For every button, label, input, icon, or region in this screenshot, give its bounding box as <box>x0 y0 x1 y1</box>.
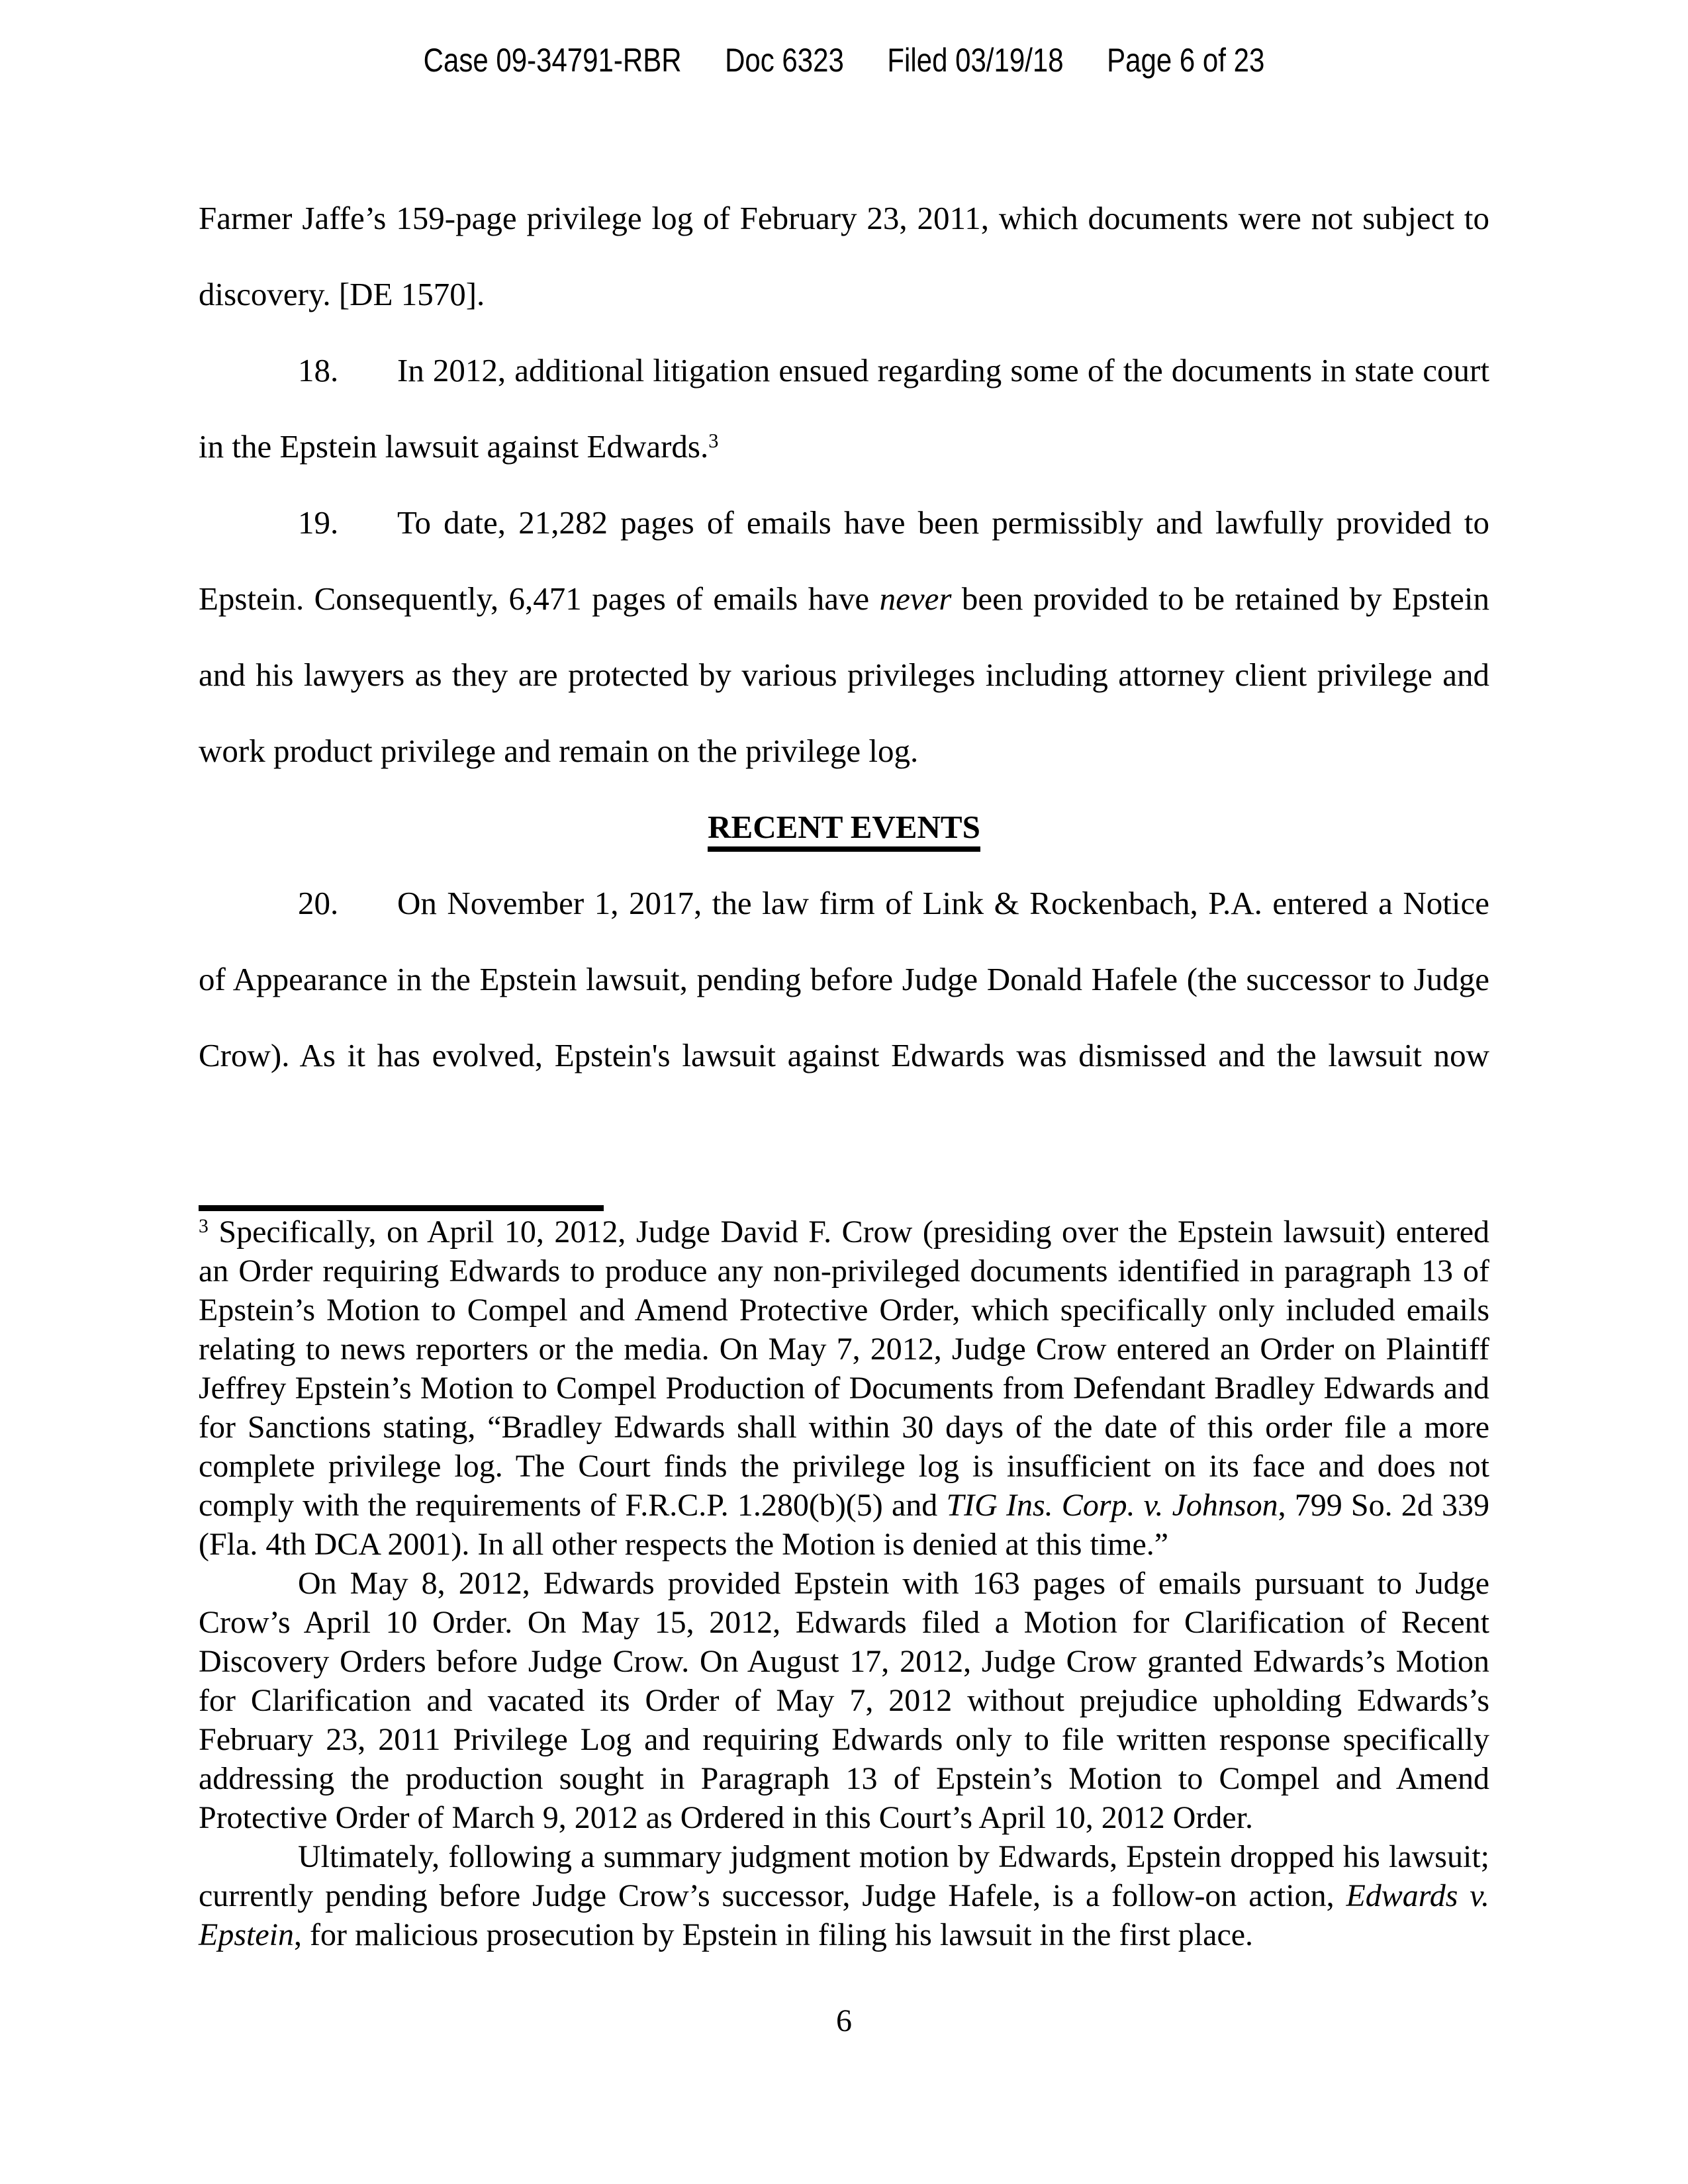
paragraph-text: On November 1, 2017, the law firm of Link & Rockenbach, P.A. entered a Notice of Appearance in the Epstein lawsuit, pending before Judge Donald Hafele (the successor to Judge Crow). As it has evolved, Epstein's lawsuit against Edwards was dismissed and the lawsuit now <box>199 885 1489 1073</box>
paragraph-text: Farmer Jaffe’s 159-page privilege log of February 23, 2011, which documents were not subject to discovery. [DE 1570]. <box>199 200 1489 312</box>
paragraph-number: 18. <box>298 352 339 388</box>
case-number: Case 09-34791-RBR <box>423 42 682 79</box>
paragraph-number: 20. <box>298 885 339 921</box>
footnote-reference-3: 3 <box>708 429 719 452</box>
case-citation-italic: Edwards v. Epstein <box>199 1878 1490 1952</box>
footnote-text: , 799 So. 2d 339 (Fla. 4th DCA 2001). In all other respects the Motion is denied at this time.” <box>199 1488 1489 1562</box>
paragraph-text: To date, 21,282 pages of emails have been permissibly and lawfully provided to Epstein. Consequently, 6,471 pages of emails have <box>199 504 1489 617</box>
paragraph-text: been provided to be retained by Epstein and his lawyers as they are protected by various privileges including attorney client privilege and work product privilege and remain on the privilege log. <box>199 580 1490 769</box>
footnote-paragraph-2 <box>199 1564 1489 1837</box>
paragraph-18 <box>199 332 1489 484</box>
case-citation-italic: TIG Ins. Corp. v. Johnson <box>946 1488 1278 1523</box>
section-heading <box>199 789 1489 865</box>
footnote-text: Ultimately, following a summary judgment motion by Edwards, Epstein dropped his lawsuit; currently pending before Judge Crow’s successor, Judge Hafele, is a follow-on action, <box>199 1839 1489 1913</box>
doc-number: Doc 6323 <box>725 42 844 79</box>
filed-date: Filed 03/19/18 <box>887 42 1064 79</box>
paragraph-17-continuation <box>199 180 1489 332</box>
section-heading-text: RECENT EVENTS <box>708 809 980 852</box>
italic-word: never <box>879 580 952 617</box>
paragraph-19 <box>199 484 1489 789</box>
page-number: 6 <box>836 2003 852 2038</box>
footnote-marker: 3 <box>199 1215 209 1238</box>
case-stamp-header <box>135 41 1553 79</box>
footnote-text: , for malicious prosecution by Epstein in filing his lawsuit in the first place. <box>293 1917 1254 1952</box>
footnote-paragraph-1 <box>199 1212 1489 1564</box>
footnote-separator <box>199 1205 604 1211</box>
document-body <box>199 180 1489 1093</box>
paragraph-20 <box>199 865 1489 1093</box>
paragraph-text: In 2012, additional litigation ensued regarding some of the documents in state court in the Epstein lawsuit against Edwards. <box>199 352 1489 465</box>
footnote-text: On May 8, 2012, Edwards provided Epstein with 163 pages of emails pursuant to Judge Crow’s April 10 Order. On May 15, 2012, Edwards filed a Motion for Clarification of Recent Discovery Orders before Judge Crow. On August 17, 2012, Judge Crow granted Edwards’s Motion for Clarification and vacated its Order of May 7, 2012 without prejudice upholding Edwards’s February 23, 2011 Privilege Log and requiring Edwards only to file written response specifically addressing the production sought in Paragraph 13 of Epstein’s Motion to Compel and Amend Protective Order of March 9, 2012 as Ordered in this Court’s April 10, 2012 Order. <box>199 1566 1489 1835</box>
footnote-3 <box>199 1212 1489 1954</box>
footnote-paragraph-3 <box>199 1837 1489 1954</box>
footnote-text: Specifically, on April 10, 2012, Judge David F. Crow (presiding over the Epstein lawsuit) entered an Order requiring Edwards to produce any non-privileged documents identified in paragraph 13 of Epstein’s Motion to Compel and Amend Protective Order, which specifically only included emails relating to news reporters or the media. On May 7, 2012, Judge Crow entered an Order on Plaintiff Jeffrey Epstein’s Motion to Compel Production of Documents from Defendant Bradley Edwards and for Sanctions stating, “Bradley Edwards shall within 30 days of the date of this order file a more complete privilege log. The Court finds the privilege log is insufficient on its face and does not comply with the requirements of F.R.C.P. 1.280(b)(5) and <box>199 1214 1489 1523</box>
page-indicator: Page 6 of 23 <box>1107 42 1265 79</box>
paragraph-number: 19. <box>298 504 339 541</box>
